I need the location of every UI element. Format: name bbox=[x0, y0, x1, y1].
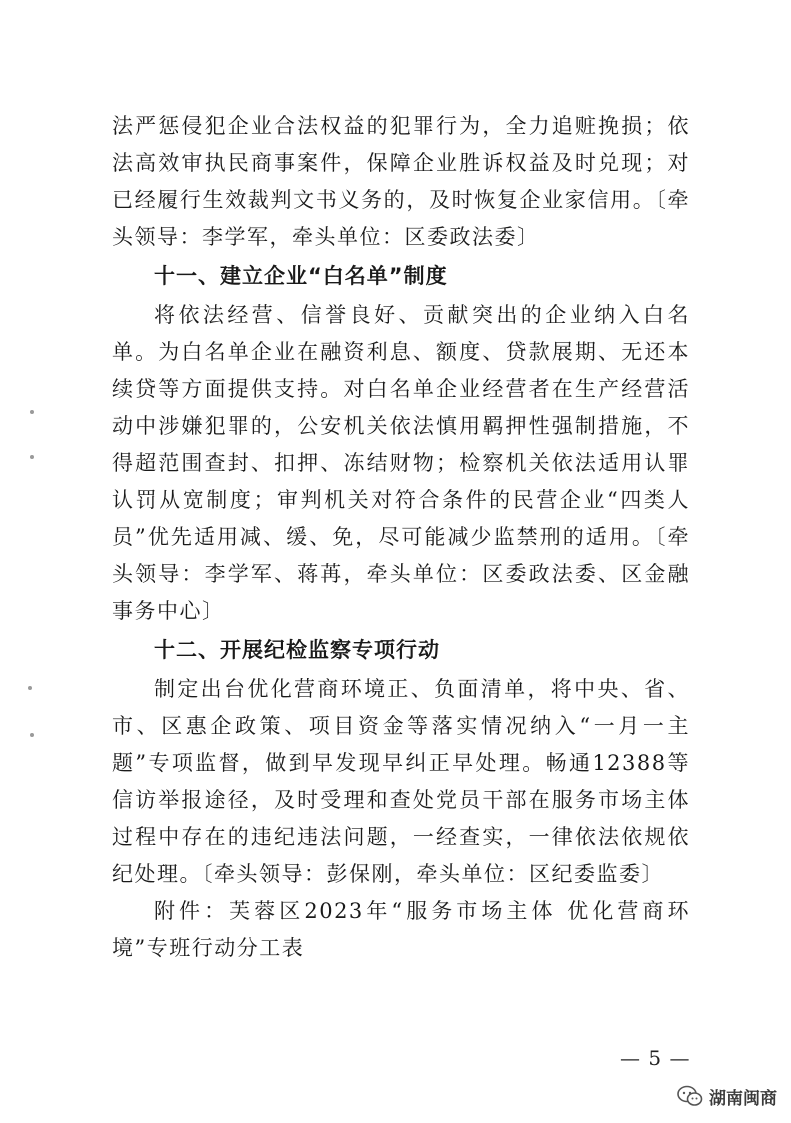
paragraph-continued: 法严惩侵犯企业合法权益的犯罪行为，全力追赃挽损；依法高效审执民商事案件，保障企业胜诉权益及时兑现；对已经履行生效裁判文书义务的，及时恢复企业家信用。〔牵头领导：李学军，牵头单位：区委政法委〕 bbox=[112, 114, 690, 249]
watermark bbox=[677, 1083, 777, 1109]
section-heading-white-list: 十一、建立企业“白名单”制度 bbox=[154, 264, 448, 288]
section-heading-discipline-inspection: 十二、开展纪检监察专项行动 bbox=[154, 638, 440, 662]
page-number: — 5 — bbox=[620, 1046, 691, 1070]
watermark-text: 湖南闽商 bbox=[709, 1088, 777, 1109]
paragraph-discipline-inspection: 制定出台优化营商环境正、负面清单，将中央、省、市、区惠企政策、项目资金等落实情况纳入“一月一主题”专项监督，做到早发现早纠正早处理。畅通12388等信访举报途径，及时受理和查处党员干部在服务市场主体过程中存在的违纪违法问题，一经查实，一律依法依规依纪处理。〔牵头领导：彭保刚，牵头单位：区纪委监委〕 bbox=[112, 677, 690, 886]
scan-mark bbox=[30, 733, 34, 737]
document-body bbox=[112, 108, 690, 967]
scan-mark bbox=[30, 455, 34, 459]
wechat-icon bbox=[677, 1085, 703, 1107]
paragraph-attachment: 附件：芙蓉区2023年“服务市场主体 优化营商环境”专班行动分工表 bbox=[112, 899, 690, 960]
scan-mark bbox=[28, 686, 32, 690]
scan-mark bbox=[30, 410, 34, 414]
paragraph-white-list: 将依法经营、信誉良好、贡献突出的企业纳入白名单。为白名单企业在融资利息、额度、贷款展期、无还本续贷等方面提供支持。对白名单企业经营者在生产经营活动中涉嫌犯罪的，公安机关依法慎用羁押性强制措施，不得超范围查封、扣押、冻结财物；检察机关依法适用认罪认罚从宽制度；审判机关对符合条件的民营企业“四类人员”优先适用减、缓、免，尽可能减少监禁刑的适用。〔牵头领导：李学军、蒋苒，牵头单位：区委政法委、区金融事务中心〕 bbox=[112, 303, 690, 623]
